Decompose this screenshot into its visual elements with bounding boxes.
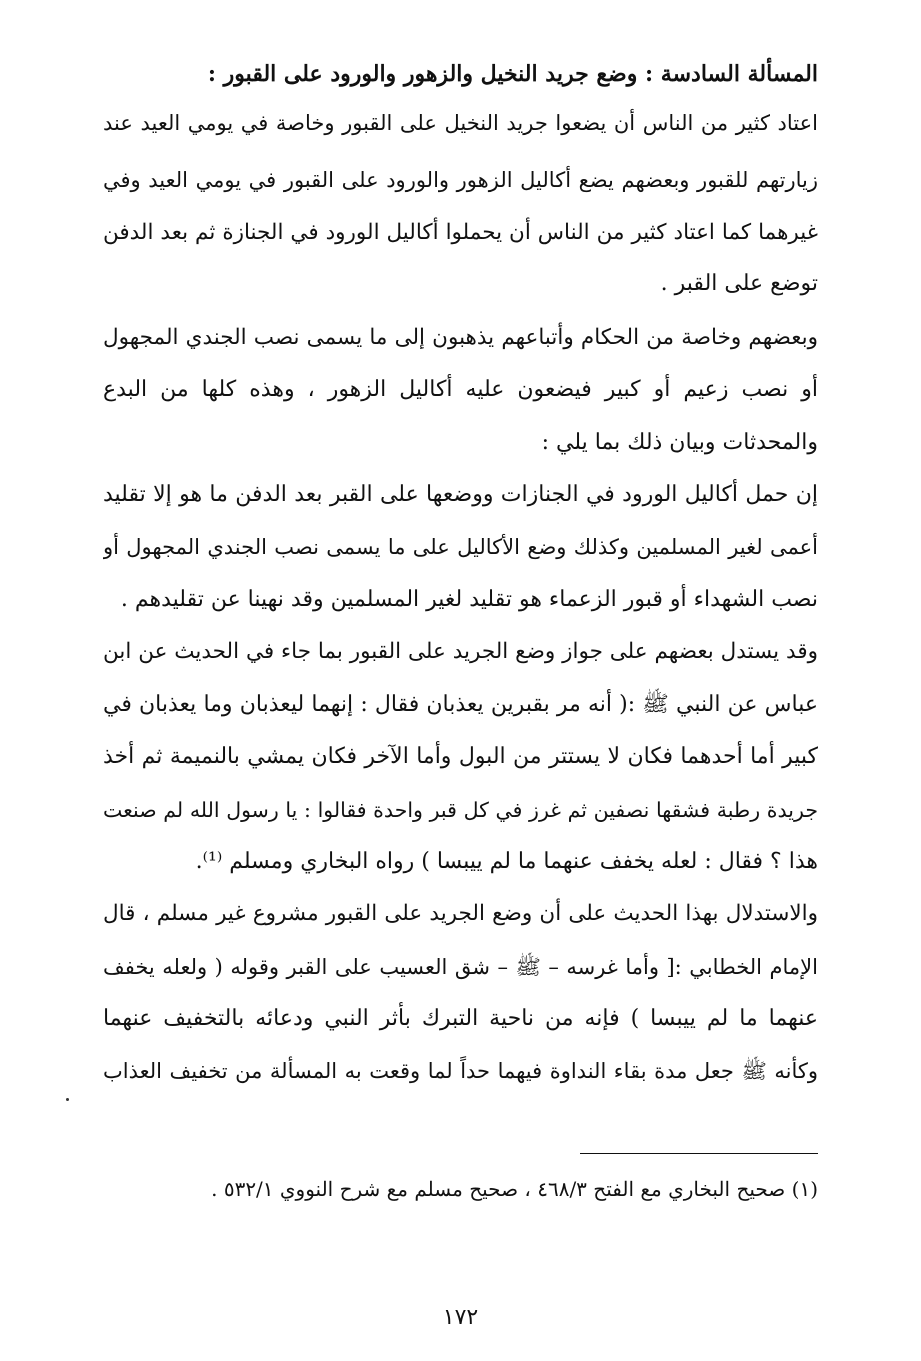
- text-line: والمحدثات وبيان ذلك بما يلي :: [541, 430, 818, 455]
- text-line: وبعضهم وخاصة من الحكام وأتباعهم يذهبون إلى ما يسمى نصب الجندي المجهول: [103, 325, 818, 350]
- text-line: الإمام الخطابي :[ وأما غرسه – ﷺ – شق العسيب على القبر وقوله ( ولعله يخفف: [103, 955, 818, 979]
- text-line: إن حمل أكاليل الورود في الجنازات ووضعها على القبر بعد الدفن ما هو إلا تقليد: [103, 482, 818, 507]
- text-line: زيارتهم للقبور وبعضهم يضع أكاليل الزهور والورود على القبور في يومي العيد وفي: [103, 168, 818, 192]
- text-line: اعتاد كثير من الناس أن يضعوا جريد النخيل على القبور وخاصة في يومي العيد عند: [103, 111, 818, 135]
- section-heading: المسألة السادسة : وضع جريد النخيل والزهور والورود على القبور :: [207, 61, 818, 87]
- text-line: كبير أما أحدهما فكان لا يستتر من البول وأما الآخر فكان يمشي بالنميمة ثم أخذ: [103, 744, 818, 769]
- text-line: نصب الشهداء أو قبور الزعماء هو تقليد لغير المسلمين وقد نهينا عن تقليدهم .: [120, 587, 818, 612]
- footnote-divider: [580, 1153, 818, 1154]
- text-line: جريدة رطبة فشقها نصفين ثم غرز في كل قبر واحدة فقالوا : يا رسول الله لم صنعت: [103, 798, 818, 822]
- page-number: ١٧٢: [442, 1305, 479, 1330]
- text-line: أو نصب زعيم أو كبير فيضعون عليه أكاليل الزهور ، وهذه كلها من البدع: [103, 377, 818, 402]
- text-line: هذا ؟ فقال : لعله يخفف عنهما ما لم ييبسا ) رواه البخاري ومسلم ⁽¹⁾.: [195, 849, 818, 874]
- footnote: (١) صحيح البخاري مع الفتح ٤٦٨/٣ ، صحيح مسلم مع شرح النووي ٥٣٢/١ .: [211, 1177, 818, 1201]
- scan-speck: [66, 1098, 69, 1101]
- text-line: غيرهما كما اعتاد كثير من الناس أن يحملوا أكاليل الورود في الجنازة ثم بعد الدفن: [103, 220, 818, 245]
- text-line: عنهما ما لم ييبسا ) فإنه من ناحية التبرك بأثر النبي ودعائه بالتخفيف عنهما: [103, 1006, 818, 1031]
- text-line: توضع على القبر .: [660, 271, 818, 296]
- text-line: وكأنه ﷺ جعل مدة بقاء النداوة فيهما حداً لما وقعت به المسألة من تخفيف العذاب: [103, 1059, 818, 1083]
- text-line: وقد يستدل بعضهم على جواز وضع الجريد على القبور بما جاء في الحديث عن ابن: [103, 639, 818, 664]
- text-line: عباس عن النبي ﷺ :( أنه مر بقبرين يعذبان فقال : إنهما ليعذبان وما يعذبان في: [103, 692, 818, 717]
- text-line: أعمى لغير المسلمين وكذلك وضع الأكاليل على ما يسمى نصب الجندي المجهول أو: [103, 535, 818, 559]
- text-line: والاستدلال بهذا الحديث على أن وضع الجريد على القبور مشروع غير مسلم ، قال: [103, 901, 818, 926]
